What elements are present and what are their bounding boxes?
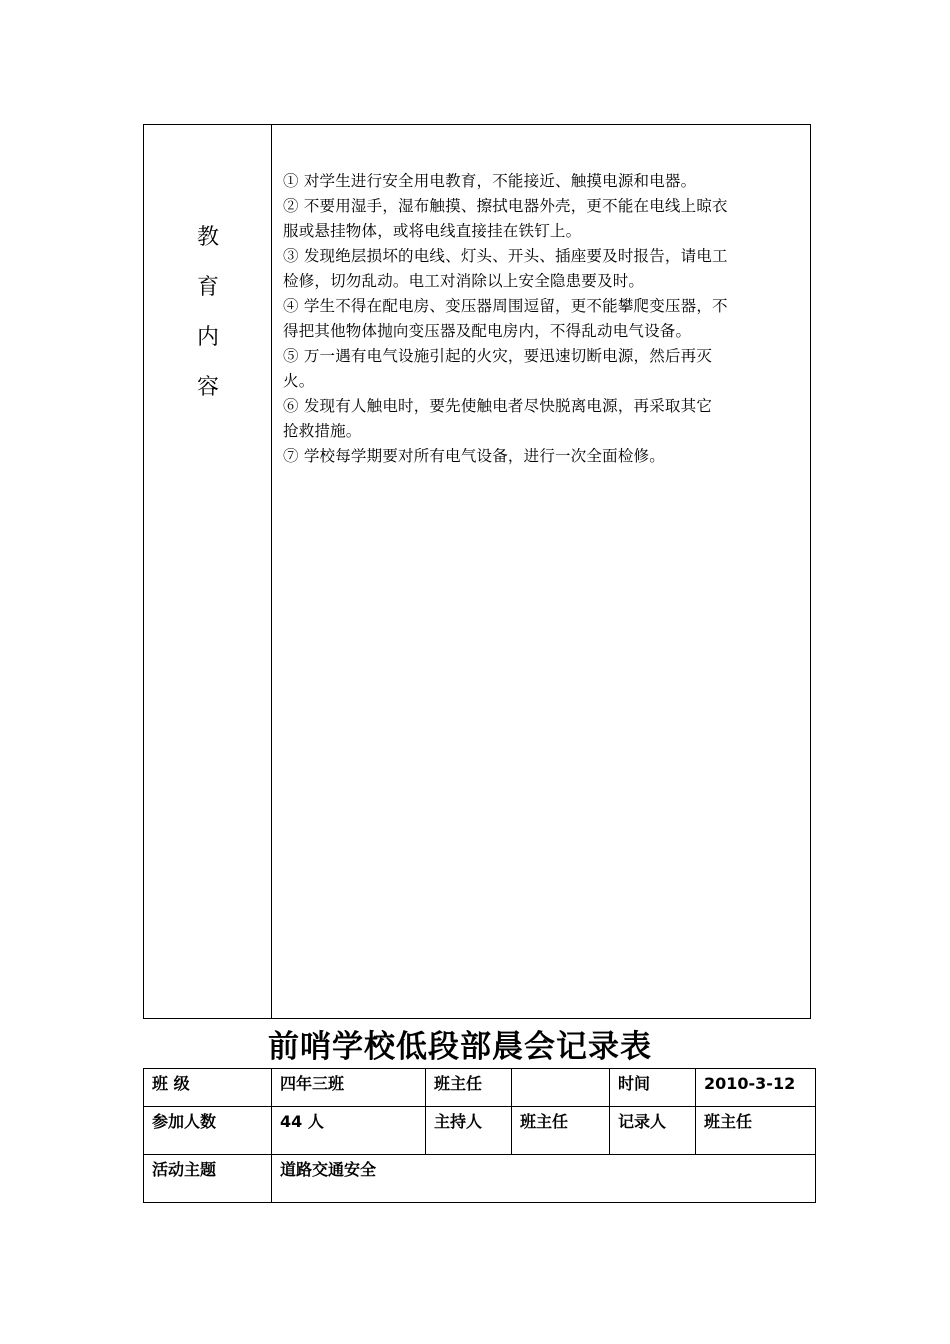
theme-label: 活动主题 bbox=[144, 1155, 272, 1203]
record-form-title: 前哨学校低段部晨会记录表 bbox=[268, 1029, 652, 1065]
rule-line: ⑦ 学校每学期要对所有电气设备，进行一次全面检修。 bbox=[283, 447, 665, 465]
time-label: 时间 bbox=[610, 1069, 696, 1107]
class-value: 四年三班 bbox=[272, 1069, 426, 1107]
recorder-value: 班主任 bbox=[696, 1107, 816, 1155]
side-label-char: 育 bbox=[196, 275, 219, 300]
rule-line: ③ 发现绝层损坏的电线、灯头、开头、插座要及时报告，请电工 bbox=[283, 247, 728, 265]
rule-line: ④ 学生不得在配电房、变压器周围逗留，更不能攀爬变压器，不 bbox=[283, 297, 728, 315]
side-label-char: 内 bbox=[196, 325, 219, 350]
rule-line: 服或悬挂物体，或将电线直接挂在铁钉上。 bbox=[283, 222, 582, 240]
time-value: 2010-3-12 bbox=[696, 1069, 816, 1107]
rule-line: 抢救措施。 bbox=[283, 422, 362, 440]
head-teacher-label: 班主任 bbox=[426, 1069, 512, 1107]
rule-line: 检修，切勿乱动。电工对消除以上安全隐患要及时。 bbox=[283, 272, 645, 290]
table-row bbox=[144, 1155, 816, 1203]
attendance-value: 44 人 bbox=[272, 1107, 426, 1155]
side-label-char: 容 bbox=[196, 375, 219, 400]
education-content-table bbox=[143, 124, 811, 1019]
rule-line: ⑥ 发现有人触电时，要先使触电者尽快脱离电源，再采取其它 bbox=[283, 397, 713, 415]
head-teacher-value bbox=[512, 1069, 610, 1107]
attendance-label: 参加人数 bbox=[144, 1107, 272, 1155]
recorder-label: 记录人 bbox=[610, 1107, 696, 1155]
class-label: 班 级 bbox=[144, 1069, 272, 1107]
rule-line: ① 对学生进行安全用电教育，不能接近、触摸电源和电器。 bbox=[283, 172, 697, 190]
table-row bbox=[144, 1107, 816, 1155]
rule-line: 得把其他物体抛向变压器及配电房内，不得乱动电气设备。 bbox=[283, 322, 692, 340]
host-value: 班主任 bbox=[512, 1107, 610, 1155]
host-label: 主持人 bbox=[426, 1107, 512, 1155]
table-row bbox=[144, 1069, 816, 1107]
side-label-char: 教 bbox=[196, 225, 219, 250]
morning-meeting-record-table bbox=[143, 1068, 816, 1203]
rule-line: ② 不要用湿手，湿布触摸、擦拭电器外壳，更不能在电线上晾衣 bbox=[283, 197, 728, 215]
rule-line: ⑤ 万一遇有电气设施引起的火灾，要迅速切断电源，然后再灭 bbox=[283, 347, 713, 365]
rule-line: 火。 bbox=[283, 372, 315, 390]
theme-value: 道路交通安全 bbox=[272, 1155, 816, 1203]
education-content-label-cell bbox=[144, 125, 272, 1018]
education-rules-cell bbox=[273, 125, 810, 1018]
